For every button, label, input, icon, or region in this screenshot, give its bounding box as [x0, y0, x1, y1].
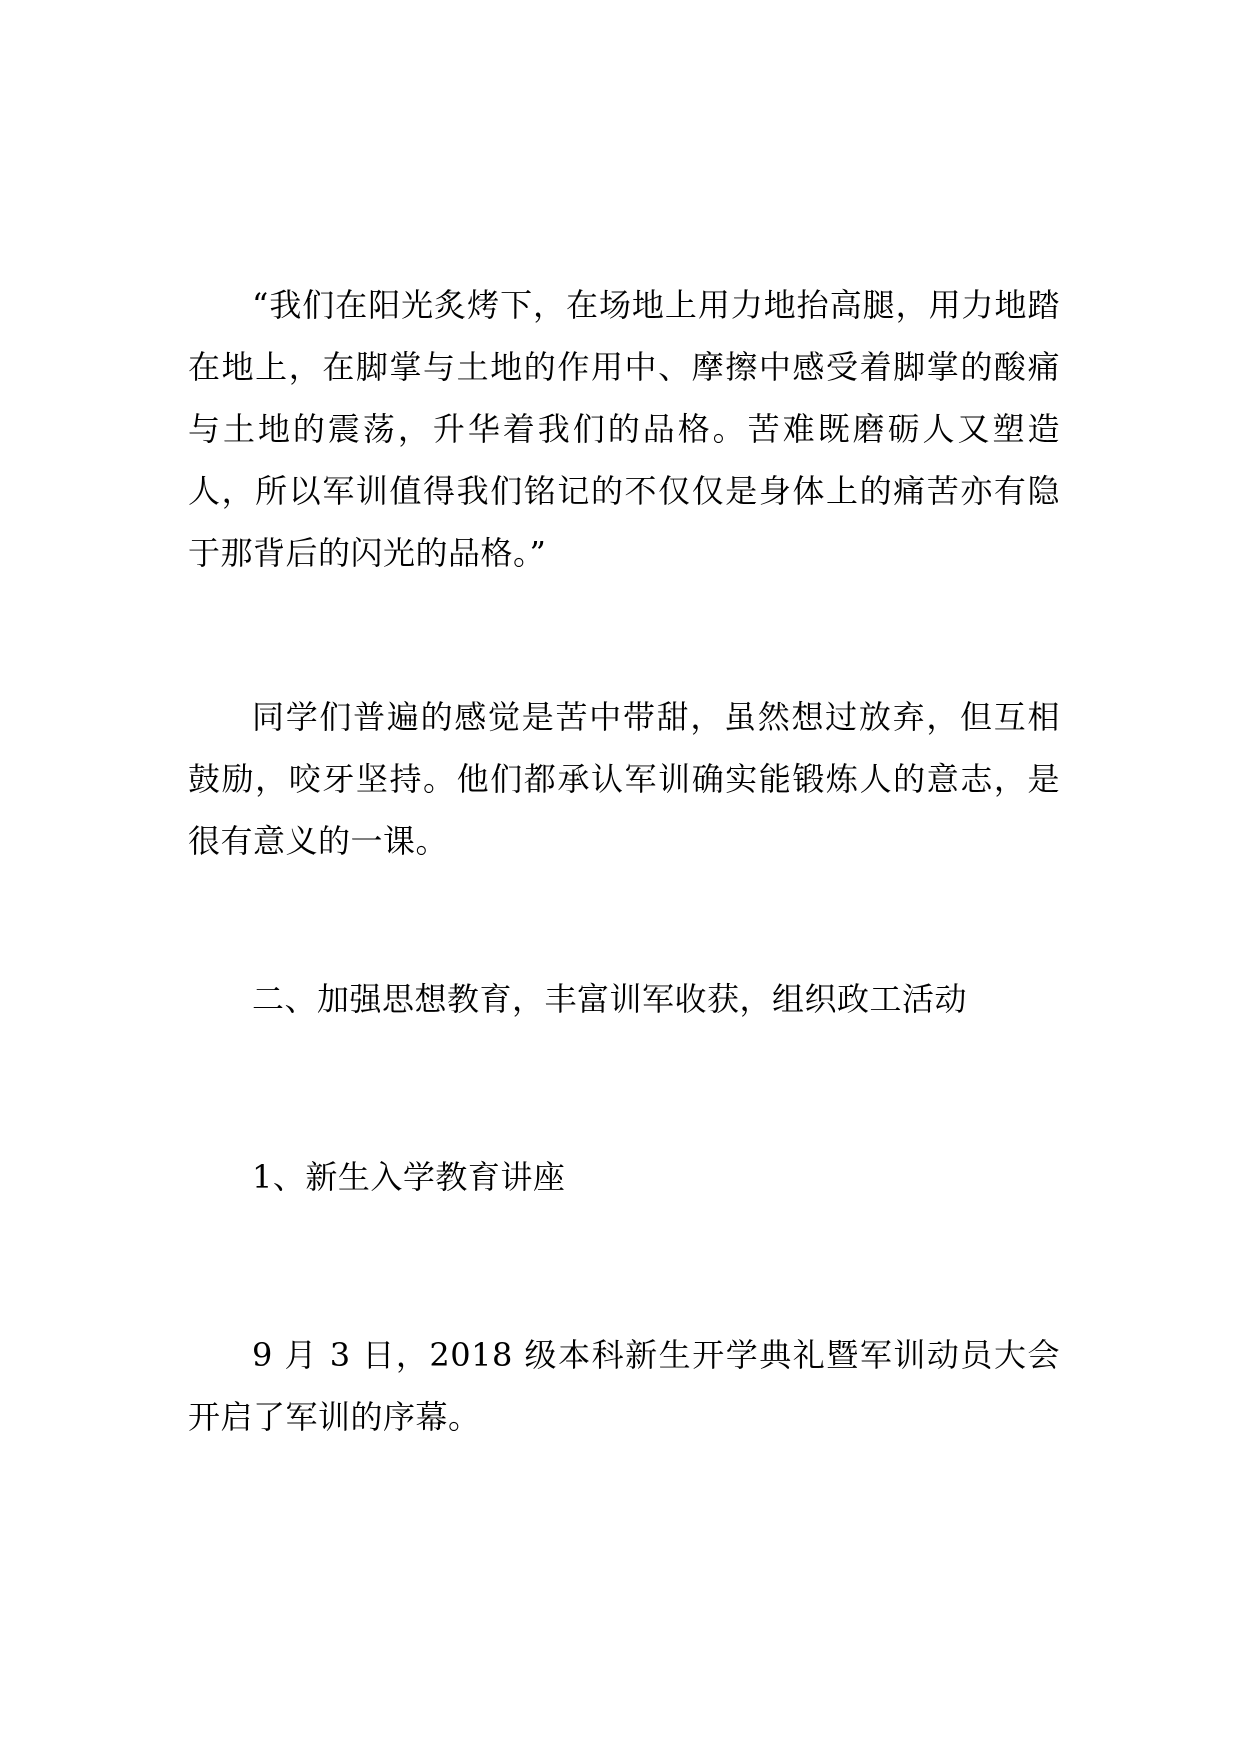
quote-paragraph: “我们在阳光炙烤下，在场地上用力地抬高腿，用力地踏在地上，在脚掌与土地的作用中、摩擦中感受着脚掌的酸痛与土地的震荡，升华着我们的品格。苦难既磨砺人又塑造人，所以军训值得我们铭记的不仅仅是身体上的痛苦亦有隐于那背后的闪光的品格。”: [188, 286, 1060, 572]
section-heading: 二、加强思想教育，丰富训军收获，组织政工活动: [252, 980, 968, 1018]
body-paragraph: 9 月 3 日，2018 级本科新生开学典礼暨军训动员大会开启了军训的序幕。: [188, 1336, 1060, 1436]
subsection-heading: 1、新生入学教育讲座: [252, 1158, 566, 1196]
body-paragraph: 同学们普遍的感觉是苦中带甜，虽然想过放弃，但互相鼓励，咬牙坚持。他们都承认军训确实能锻炼人的意志，是很有意义的一课。: [188, 698, 1060, 860]
